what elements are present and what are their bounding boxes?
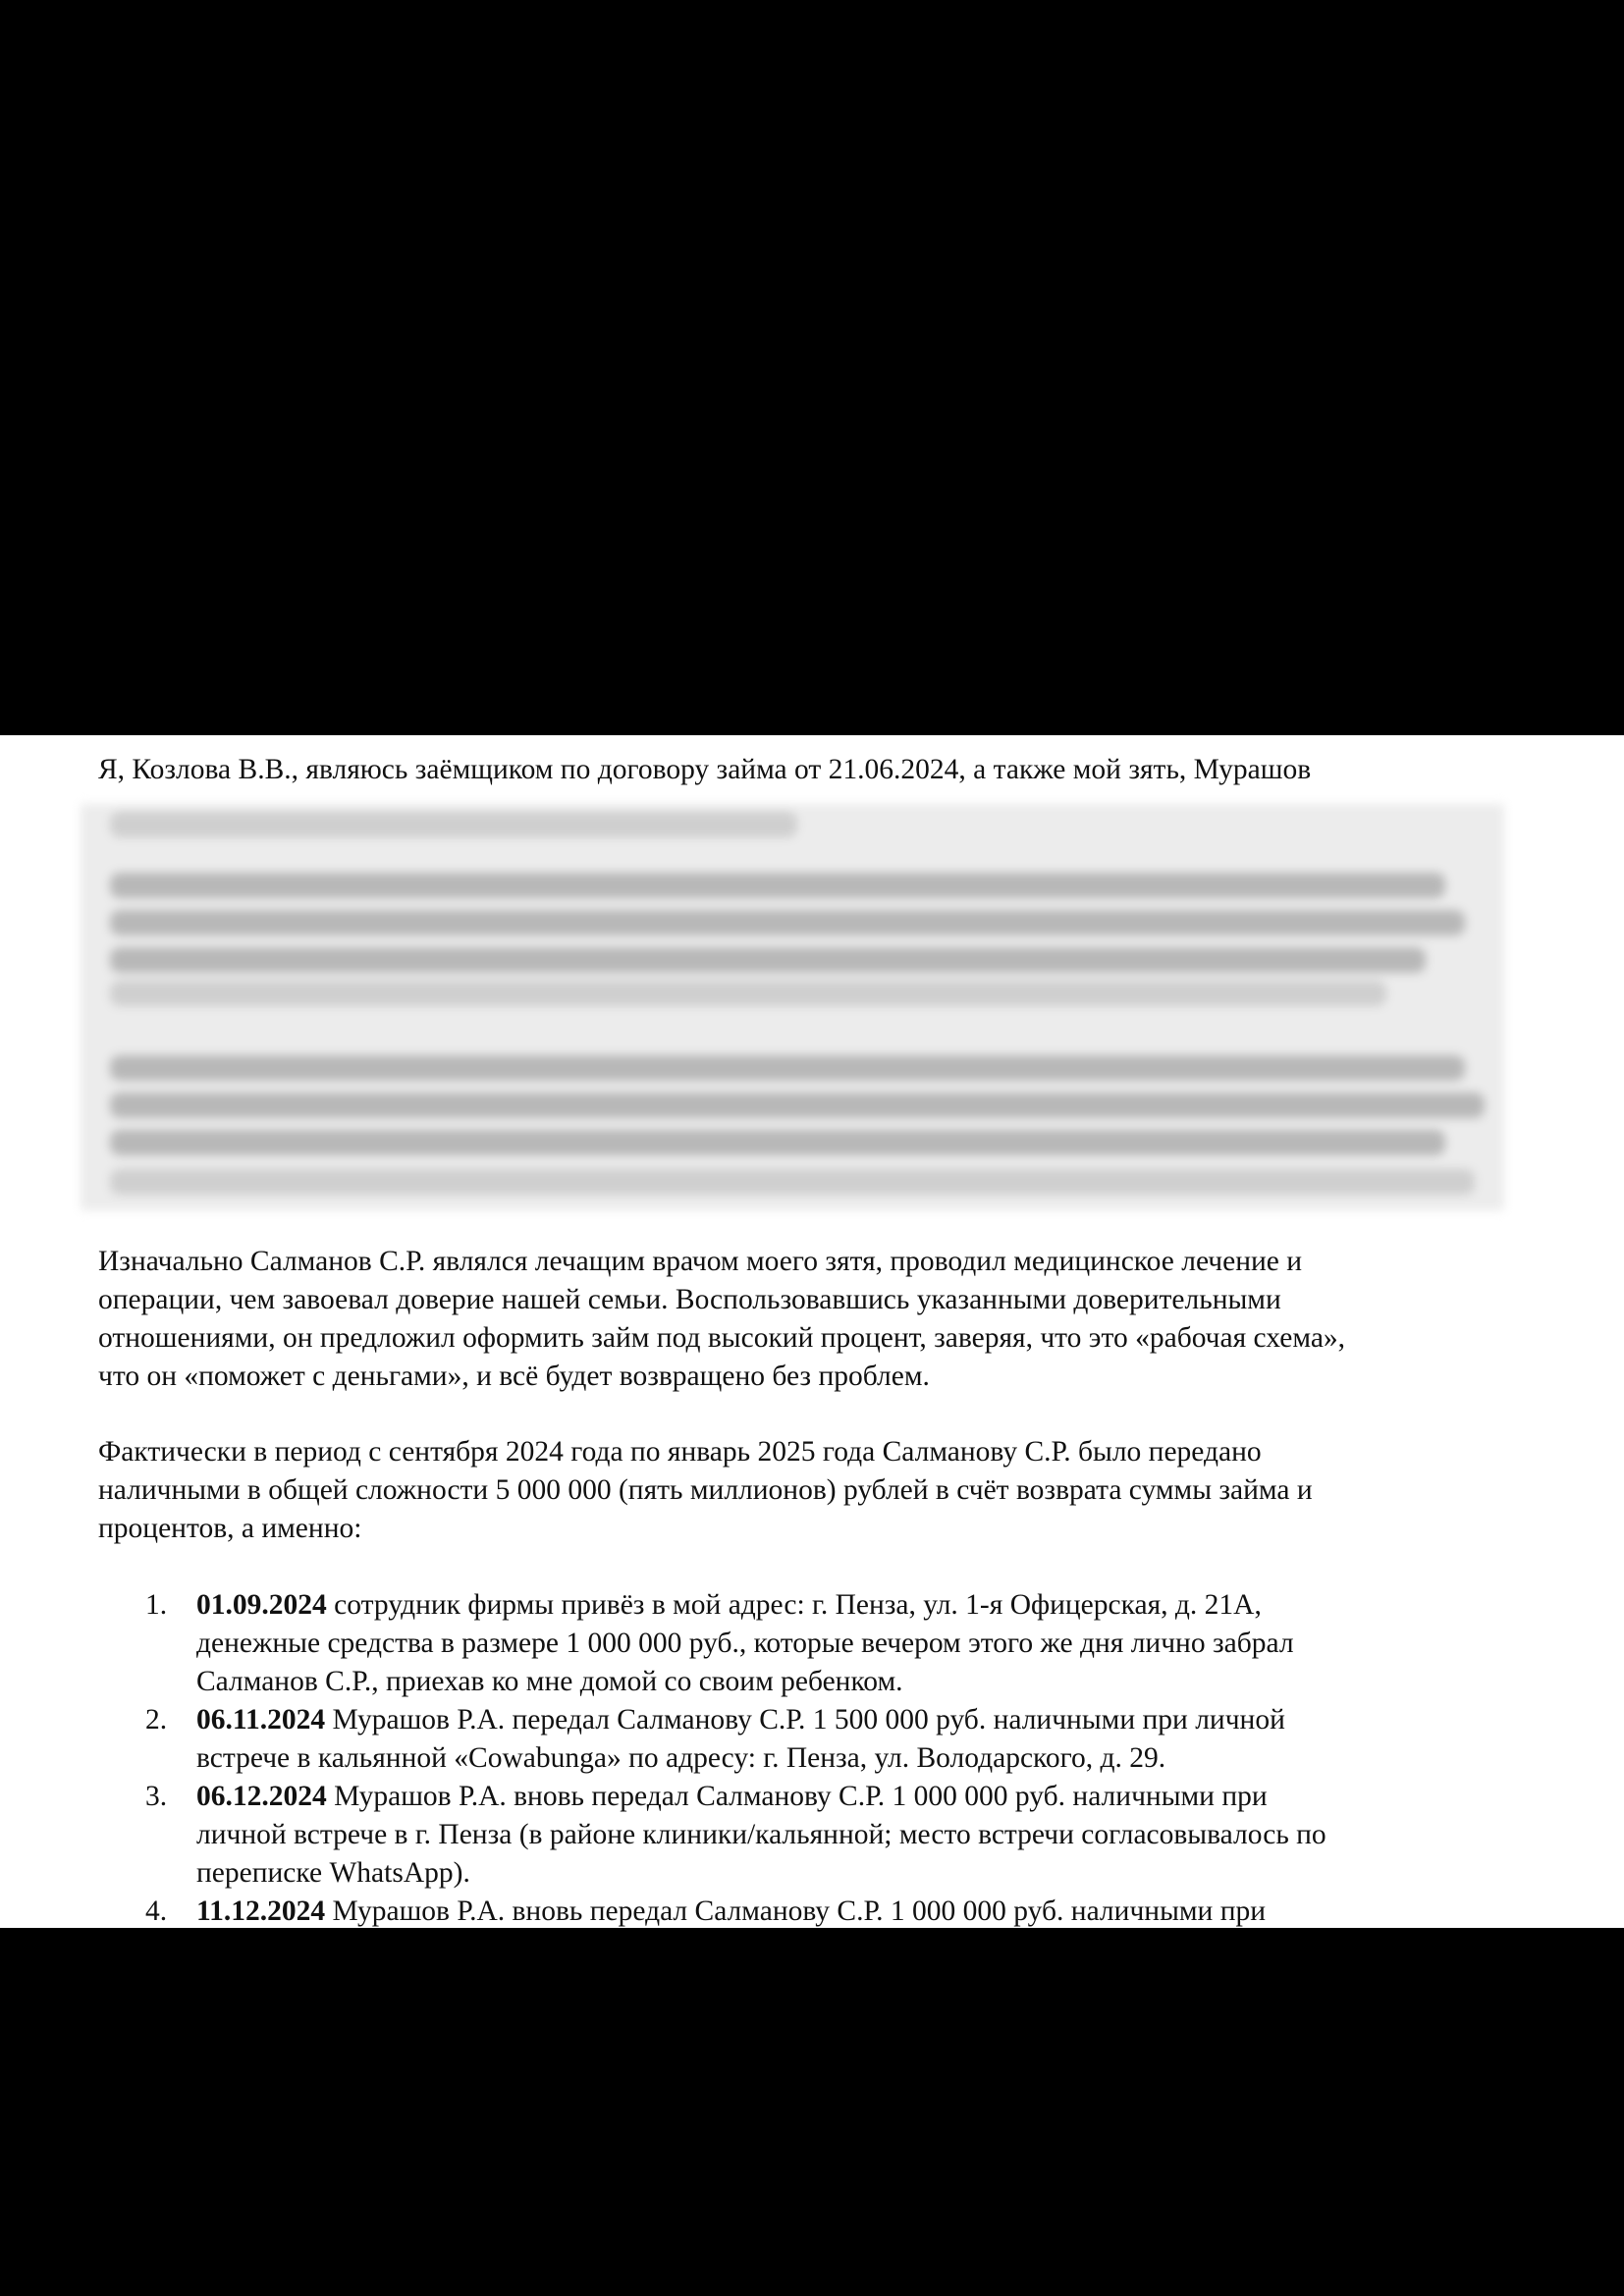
payment-item [98, 1701, 1542, 1778]
payment-text: Мурашов Р.А. передал Салманову С.Р. 1 500 000 руб. наличными при личной [325, 1704, 1285, 1735]
facts-paragraph [98, 1433, 1532, 1548]
payment-text: Салманов С.Р., приехав ко мне домой со своим ребенком. [196, 1666, 903, 1697]
payment-date: 01.09.2024 [196, 1589, 327, 1621]
payments-list [98, 1586, 1542, 1928]
intro-paragraph [98, 751, 1532, 789]
payment-date: 06.11.2024 [196, 1704, 326, 1735]
paragraph-line: процентов, а именно: [98, 1513, 362, 1544]
list-number: 3. [145, 1781, 168, 1812]
payment-text: переписке WhatsApp). [196, 1857, 470, 1889]
payment-item [98, 1893, 1542, 1928]
payment-text: встрече в кальянной «Cowabunga» по адресу: г. Пенза, ул. Володарского, д. 29. [196, 1742, 1166, 1774]
document-page [0, 735, 1624, 1928]
payment-item [98, 1586, 1542, 1701]
payment-item [98, 1778, 1542, 1893]
payment-text: денежные средства в размере 1 000 000 руб., которые вечером этого же дня лично забрал [196, 1628, 1294, 1659]
paragraph-line: наличными в общей сложности 5 000 000 (пять миллионов) рублей в счёт возврата суммы займа и [98, 1474, 1313, 1506]
redacted-region [81, 804, 1504, 1210]
paragraph-line: операции, чем завоевал доверие нашей семьи. Воспользовавшись указанными доверительными [98, 1284, 1281, 1315]
payment-date: 11.12.2024 [196, 1896, 326, 1927]
paragraph-line: Я, Козлова В.В., являюсь заёмщиком по договору займа от 21.06.2024, а также мой зять, Мурашов [98, 754, 1312, 785]
paragraph-line: что он «поможет с деньгами», и всё будет возвращено без проблем. [98, 1361, 930, 1392]
payment-text: Мурашов Р.А. вновь передал Салманову С.Р. 1 000 000 руб. наличными при [326, 1781, 1268, 1812]
payment-date: 06.12.2024 [196, 1781, 327, 1812]
origin-paragraph [98, 1243, 1532, 1396]
paragraph-line: отношениями, он предложил оформить займ под высокий процент, заверяя, что это «рабочая схема», [98, 1322, 1346, 1354]
list-number: 1. [145, 1589, 168, 1621]
list-number: 2. [145, 1704, 168, 1735]
payment-text: личной встрече в г. Пенза (в районе клиники/кальянной; место встречи согласовывалось по [196, 1819, 1326, 1850]
payment-text: сотрудник фирмы привёз в мой адрес: г. Пенза, ул. 1-я Офицерская, д. 21А, [326, 1589, 1262, 1621]
paragraph-line: Изначально Салманов С.Р. являлся лечащим врачом моего зятя, проводил медицинское лечение и [98, 1246, 1303, 1277]
paragraph-line: Фактически в период с сентября 2024 года по январь 2025 года Салманову С.Р. было передано [98, 1436, 1262, 1468]
list-number: 4. [145, 1896, 168, 1927]
payment-text: Мурашов Р.А. вновь передал Салманову С.Р. 1 000 000 руб. наличными при [325, 1896, 1267, 1927]
